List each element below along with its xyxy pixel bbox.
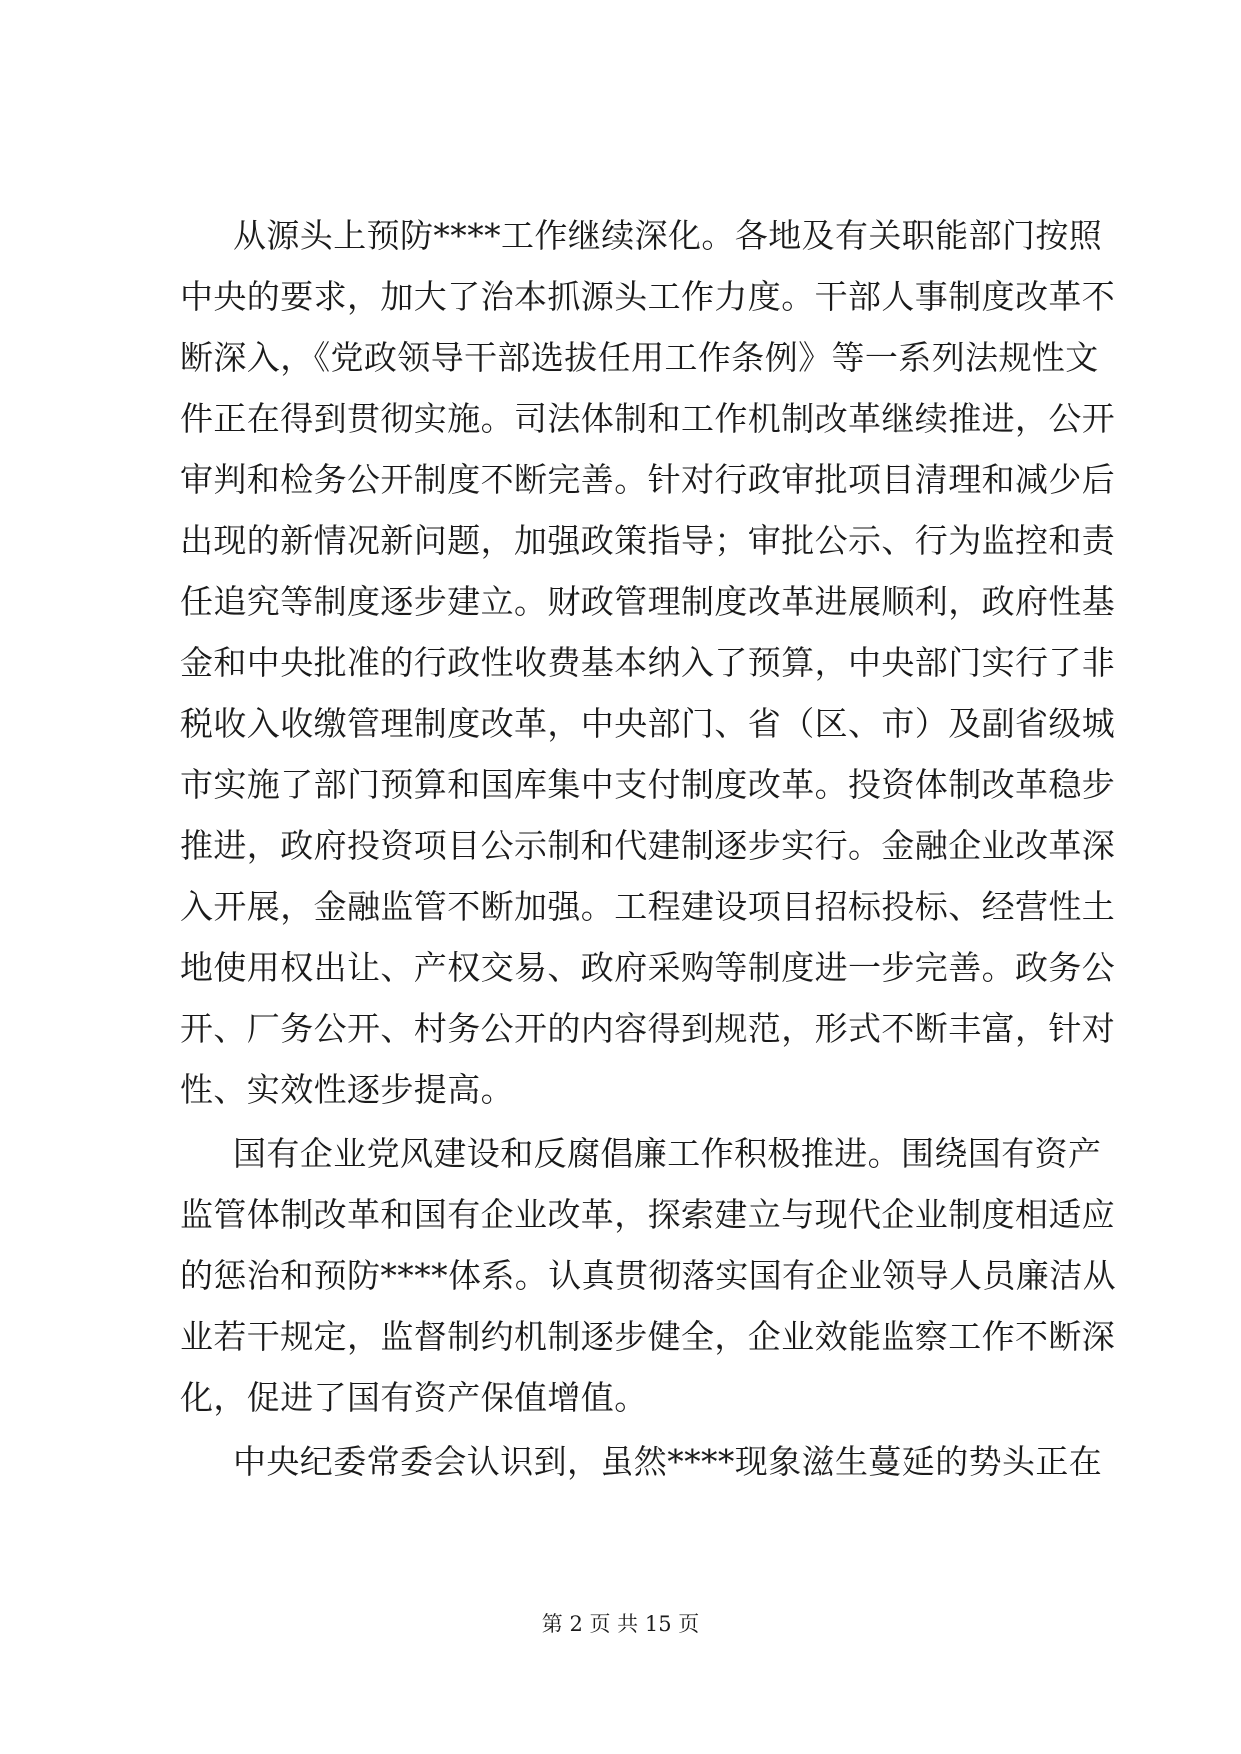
paragraph-line: 中央的要求，加大了治本抓源头工作力度。干部人事制度改革不: [180, 277, 1116, 316]
paragraph: [180, 205, 1116, 1120]
paragraph-line: 地使用权出让、产权交易、政府采购等制度进一步完善。政务公: [180, 948, 1116, 987]
paragraph-line: 推进，政府投资项目公示制和代建制逐步实行。金融企业改革深: [180, 826, 1116, 865]
paragraph-line: 入开展，金融监管不断加强。工程建设项目招标投标、经营性土: [180, 887, 1116, 926]
paragraph-line: 国有企业党风建设和反腐倡廉工作积极推进。围绕国有资产: [233, 1134, 1102, 1173]
paragraph-line: 化，促进了国有资产保值增值。: [180, 1378, 648, 1417]
paragraph-line: 开、厂务公开、村务公开的内容得到规范，形式不断丰富，针对: [180, 1009, 1116, 1048]
paragraph-line: 税收入收缴管理制度改革，中央部门、省（区、市）及副省级城: [180, 704, 1116, 743]
paragraph-line: 金和中央批准的行政性收费基本纳入了预算，中央部门实行了非: [180, 643, 1116, 682]
paragraph: [180, 1123, 1116, 1428]
page-number-footer: 第 2 页 共 15 页: [541, 1612, 700, 1636]
paragraph-line: 中央纪委常委会认识到，虽然****现象滋生蔓延的势头正在: [233, 1442, 1103, 1481]
paragraph-line: 的惩治和预防****体系。认真贯彻落实国有企业领导人员廉洁从: [180, 1256, 1116, 1295]
paragraph-line: 审判和检务公开制度不断完善。针对行政审批项目清理和减少后: [180, 460, 1116, 499]
paragraph-line: 监管体制改革和国有企业改革，探索建立与现代企业制度相适应: [180, 1195, 1116, 1234]
paragraph-line: 市实施了部门预算和国库集中支付制度改革。投资体制改革稳步: [180, 765, 1116, 804]
paragraph-line: 业若干规定，监督制约机制逐步健全，企业效能监察工作不断深: [180, 1317, 1116, 1356]
paragraph-line: 性、实效性逐步提高。: [180, 1070, 514, 1109]
paragraph-line: 任追究等制度逐步建立。财政管理制度改革进展顺利，政府性基: [180, 582, 1116, 621]
paragraph-line: 断深入，《党政领导干部选拔任用工作条例》等一系列法规性文: [180, 338, 1099, 377]
paragraph-line: 从源头上预防****工作继续深化。各地及有关职能部门按照: [233, 216, 1103, 255]
paragraph-line: 出现的新情况新问题，加强政策指导；审批公示、行为监控和责: [180, 521, 1116, 560]
paragraph: [180, 1431, 1103, 1492]
document-body: [180, 205, 1116, 1492]
paragraph-line: 件正在得到贯彻实施。司法体制和工作机制改革继续推进，公开: [180, 399, 1116, 438]
